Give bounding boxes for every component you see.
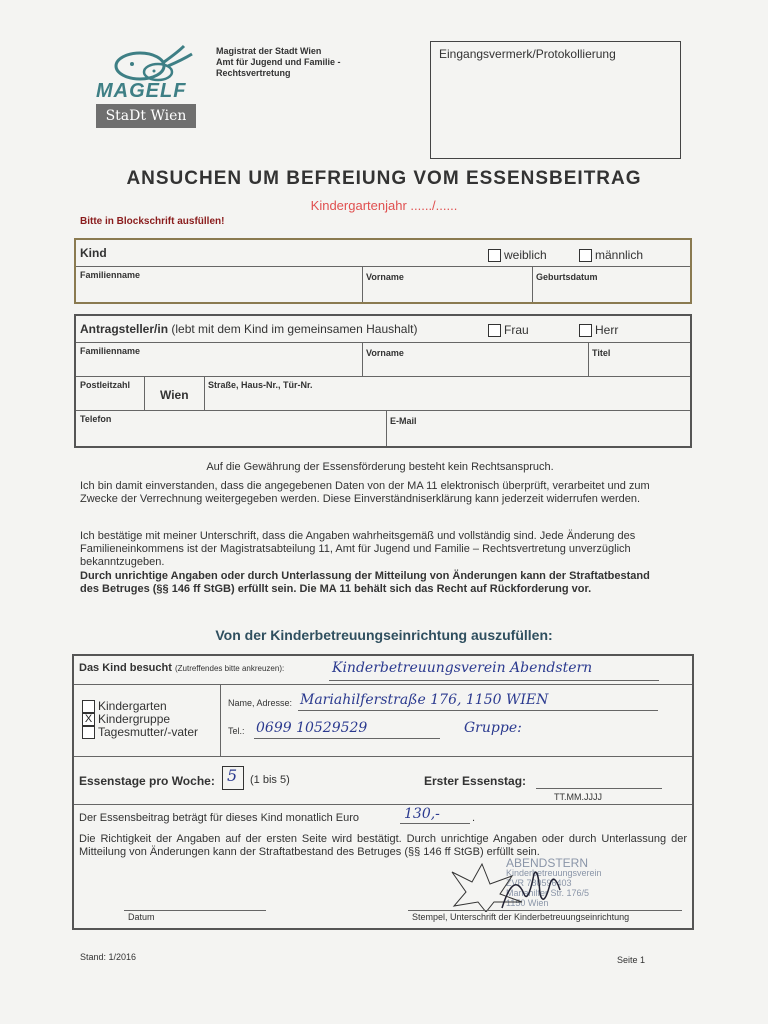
beitrag-dot: . <box>472 812 476 824</box>
kind-geburtsdatum-field[interactable]: Geburtsdatum <box>536 272 598 282</box>
kindergartenjahr: Kindergartenjahr ....../...... <box>310 198 458 213</box>
signature-icon <box>494 864 574 914</box>
seite: Seite 1 <box>617 955 646 965</box>
stand: Stand: 1/2016 <box>80 952 137 962</box>
einrichtung-heading: Von der Kinderbetreuungseinrichtung auszufüllen: <box>215 627 553 643</box>
stamp-line: 1150 Wien <box>506 898 549 908</box>
herr-label: Herr <box>595 323 619 337</box>
rechtsanspruch-text: Auf die Gewährung der Essensförderung besteht kein Rechtsanspruch. <box>206 461 554 473</box>
eingang-label: Eingangsvermerk/Protokollierung <box>439 47 616 61</box>
telefon-field[interactable]: Telefon <box>80 414 112 424</box>
antrag-vorname-field[interactable]: Vorname <box>366 348 404 358</box>
magistrat-address <box>216 46 341 79</box>
maennlich-label: männlich <box>595 248 644 262</box>
datum-label: Datum <box>128 912 155 922</box>
adresse-value[interactable]: Mariahilferstraße 176, 1150 WIEN <box>300 692 549 708</box>
magistrat-line: Magistrat der Stadt Wien <box>216 46 322 56</box>
bestaetigung-einrichtung: Die Richtigkeit der Angaben auf der ersten Seite wird bestätigt. Durch unrichtige Angaben oder durch Unterlassung der Mitteilung von Änderungen kann der Straftatbestand des Betruges (§§ 146 ff StGB) erfüllt sein. <box>79 833 687 858</box>
kind-familienname-field[interactable]: Familienname <box>80 270 141 280</box>
gruppe-label[interactable]: Gruppe: <box>464 720 522 736</box>
weiblich-label: weiblich <box>504 248 547 262</box>
antrag-label-text: Antragsteller/in <box>80 322 169 336</box>
kindergruppe-checkbox[interactable]: X <box>82 713 95 726</box>
stempel-label: Stempel, Unterschrift der Kinderbetreuungseinrichtung <box>412 912 630 922</box>
postleitzahl-field[interactable]: Postleitzahl <box>80 380 131 390</box>
einrichtung-section <box>72 654 694 930</box>
antragsteller-section <box>74 314 692 448</box>
herr-checkbox[interactable] <box>579 324 592 337</box>
magistrat-line: Rechtsvertretung <box>216 68 291 78</box>
email-field[interactable]: E-Mail <box>390 416 417 426</box>
date-format: TT.MM.JJJJ <box>554 792 602 802</box>
logo-word: MAGELF <box>96 80 187 102</box>
antrag-note: (lebt mit dem Kind im gemeinsamen Haushalt) <box>171 322 418 336</box>
kind-vorname-field[interactable]: Vorname <box>366 272 404 282</box>
beitrag-value[interactable]: 130,- <box>404 806 440 822</box>
einverstaendnis-text: Ich bin damit einverstanden, dass die angegebenen Daten von der MA 11 elektronisch überprüft, verarbeitet und zum Zwecke der Verrechnung weitergegeben werden. Diese Einverständniserklärung kann jederzeit widerrufen werden. <box>80 480 650 505</box>
wien-label: Wien <box>160 388 189 402</box>
bestaetigung-text: Ich bestätige mit meiner Unterschrift, dass die Angaben wahrheitsgemäß und vollständig sind. Jede Änderung des Familieneinkommens ist der Magistratsabteilung 11, Amt für Jugend und Familie – Rechtsvertretung unverzüglich bekanntzugeben. <box>80 530 636 568</box>
kindergarten-checkbox[interactable] <box>82 700 95 713</box>
logo-stadt-wien: StaDt Wien <box>96 104 196 128</box>
strasse-field[interactable]: Straße, Haus-Nr., Tür-Nr. <box>208 380 313 390</box>
frau-checkbox[interactable] <box>488 324 501 337</box>
betrug-warnung-text: Durch unrichtige Angaben oder durch Unterlassung der Mitteilung von Änderungen kann der Straftatbestand des Betruges (§§ 146 ff StGB) erfüllt sein. Die MA 11 behält sich das Recht auf Rückforderung vor. <box>80 570 650 595</box>
antrag-familienname-field[interactable]: Familienname <box>80 346 141 356</box>
stamp-line: Kinderbetreuungsverein <box>506 868 602 878</box>
antrag-label <box>80 322 417 336</box>
form-title: ANSUCHEN UM BEFREIUNG VOM ESSENSBEITRAG <box>126 168 642 189</box>
stamp-line: ZVR 780596403 <box>506 878 572 888</box>
tel-value[interactable]: 0699 10529529 <box>256 720 368 736</box>
stamp-line: ABENDSTERN <box>506 856 589 870</box>
tagesmutter-label: Tagesmutter/-vater <box>98 725 199 739</box>
besucht-value[interactable]: Kinderbetreuungsverein Abendstern <box>332 660 593 676</box>
stamp-line: Mariahilfer Str. 176/5 <box>506 888 590 898</box>
erster-essenstag-label: Erster Essenstag: <box>424 774 527 788</box>
besucht-note: (Zutreffendes bitte ankreuzen): <box>174 664 285 673</box>
besucht-label-text: Das Kind besucht <box>79 662 172 674</box>
antrag-titel-field[interactable]: Titel <box>592 348 611 358</box>
eingang-box[interactable] <box>430 41 681 159</box>
essenstage-range: (1 bis 5) <box>250 774 290 786</box>
maennlich-checkbox[interactable] <box>579 249 592 262</box>
essenstage-value: 5 <box>227 766 238 785</box>
besucht-label <box>79 662 284 674</box>
frau-label: Frau <box>504 323 529 337</box>
essenstage-label: Essenstage pro Woche: <box>79 774 215 788</box>
beitrag-label: Der Essensbeitrag beträgt für dieses Kind monatlich Euro <box>79 812 360 824</box>
kind-section <box>74 238 692 304</box>
tagesmutter-checkbox[interactable] <box>82 726 95 739</box>
blockschrift-note: Bitte in Blockschrift ausfüllen! <box>80 216 225 227</box>
kindergruppe-label: Kindergruppe <box>98 712 171 726</box>
weiblich-checkbox[interactable] <box>488 249 501 262</box>
whale-icon <box>108 44 200 84</box>
tel-label: Tel.: <box>228 726 245 736</box>
adresse-label: Name, Adresse: <box>228 698 293 708</box>
kind-label: Kind <box>80 246 107 260</box>
magistrat-line: Amt für Jugend und Familie - <box>216 57 341 67</box>
kindergarten-label: Kindergarten <box>98 699 167 713</box>
